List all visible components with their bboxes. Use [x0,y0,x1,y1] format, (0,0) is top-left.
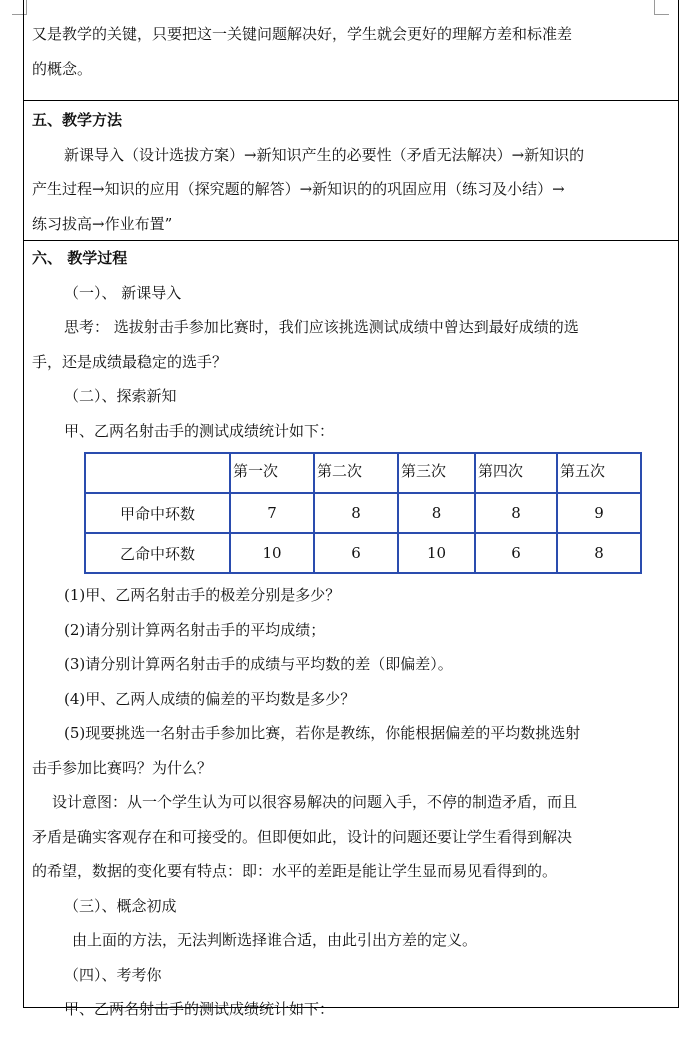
table-header-cell: 第一次 [230,453,314,493]
sub1-heading: （一）、 新课导入 [64,283,182,302]
sub2-heading: （二）、探索新知 [64,387,177,405]
sub3-heading: （三）、概念初成 [64,896,177,915]
table-cell: 10 [398,533,475,573]
design-line-1: 设计意图：从一个学生认为可以很容易解决的问题入手，不停的制造矛盾，而且 [52,793,578,811]
table-row [85,533,641,573]
table-header-row [85,453,641,493]
section5-line-1: 新课导入（设计选拔方案）→新知识产生的必要性（矛盾无法解决）→新知识的 [64,145,585,164]
table-cell: 8 [314,493,398,533]
teaching-process-cell [24,241,678,1018]
question-2: (2)请分别计算两名射击手的平均成绩； [64,620,326,639]
think-line-2: 手，还是成绩最稳定的选手？ [32,352,228,371]
table-intro-2: 甲、乙两名射击手的测试成绩统计如下： [64,1000,335,1018]
table-intro: 甲、乙两名射击手的测试成绩统计如下： [64,421,335,440]
table-cell: 8 [398,493,475,533]
section5-line-2: 产生过程→知识的应用（探究题的解答）→新知识的的巩固应用（练习及小结）→ [32,180,565,198]
document-table [23,0,679,1018]
table-cell: 9 [557,493,641,533]
table-row [85,493,641,533]
teaching-method-cell [24,101,678,241]
table-cell: 8 [557,533,641,573]
table-header-cell: 第三次 [398,453,475,493]
design-line-3: 的希望，数据的变化要有特点：即：水平的差距是能让学生显而易见看得到的。 [32,862,558,880]
concept-line: 由上面的方法，无法判断选择谁合适，由此引出方差的定义。 [72,931,478,949]
table-corner-cell [85,453,230,493]
question-5: (5)现要挑选一名射击手参加比赛，若你是教练，你能根据偏差的平均数挑选射 [64,724,581,742]
intro-line-2: 的概念。 [32,59,93,78]
scores-table [84,452,642,574]
think-line-1: 思考： 选拔射击手参加比赛时，我们应该挑选测试成绩中曾达到最好成绩的选 [64,318,579,336]
section5-heading: 五、教学方法 [32,111,123,129]
table-cell: 8 [475,493,557,533]
table-cell: 10 [230,533,314,573]
table-cell: 7 [230,493,314,533]
row-label: 甲命中环数 [85,493,230,533]
question-5-continued: 击手参加比赛吗？为什么？ [32,758,213,777]
row-label: 乙命中环数 [85,533,230,573]
question-4: (4)甲、乙两人成绩的偏差的平均数是多少？ [64,689,356,708]
design-line-2: 矛盾是确实客观存在和可接受的。但即便如此，设计的问题还要让学生看得到解决 [32,827,573,846]
table-header-cell: 第二次 [314,453,398,493]
table-header-cell: 第五次 [557,453,641,493]
table-cell: 6 [475,533,557,573]
question-3: (3)请分别计算两名射击手的成绩与平均数的差（即偏差）。 [64,655,453,673]
intro-line-1: 又是教学的关键，只要把这一关键问题解决好，学生就会更好的理解方差和标准差 [32,25,573,43]
intro-cell [24,0,678,101]
section5-line-3: 练习拔高→作业布置” [32,214,173,233]
table-cell: 6 [314,533,398,573]
table-header-cell: 第四次 [475,453,557,493]
section6-heading: 六、 教学过程 [32,249,128,267]
sub4-heading: （四）、考考你 [64,965,162,984]
question-1: (1)甲、乙两名射击手的极差分别是多少？ [64,586,341,604]
